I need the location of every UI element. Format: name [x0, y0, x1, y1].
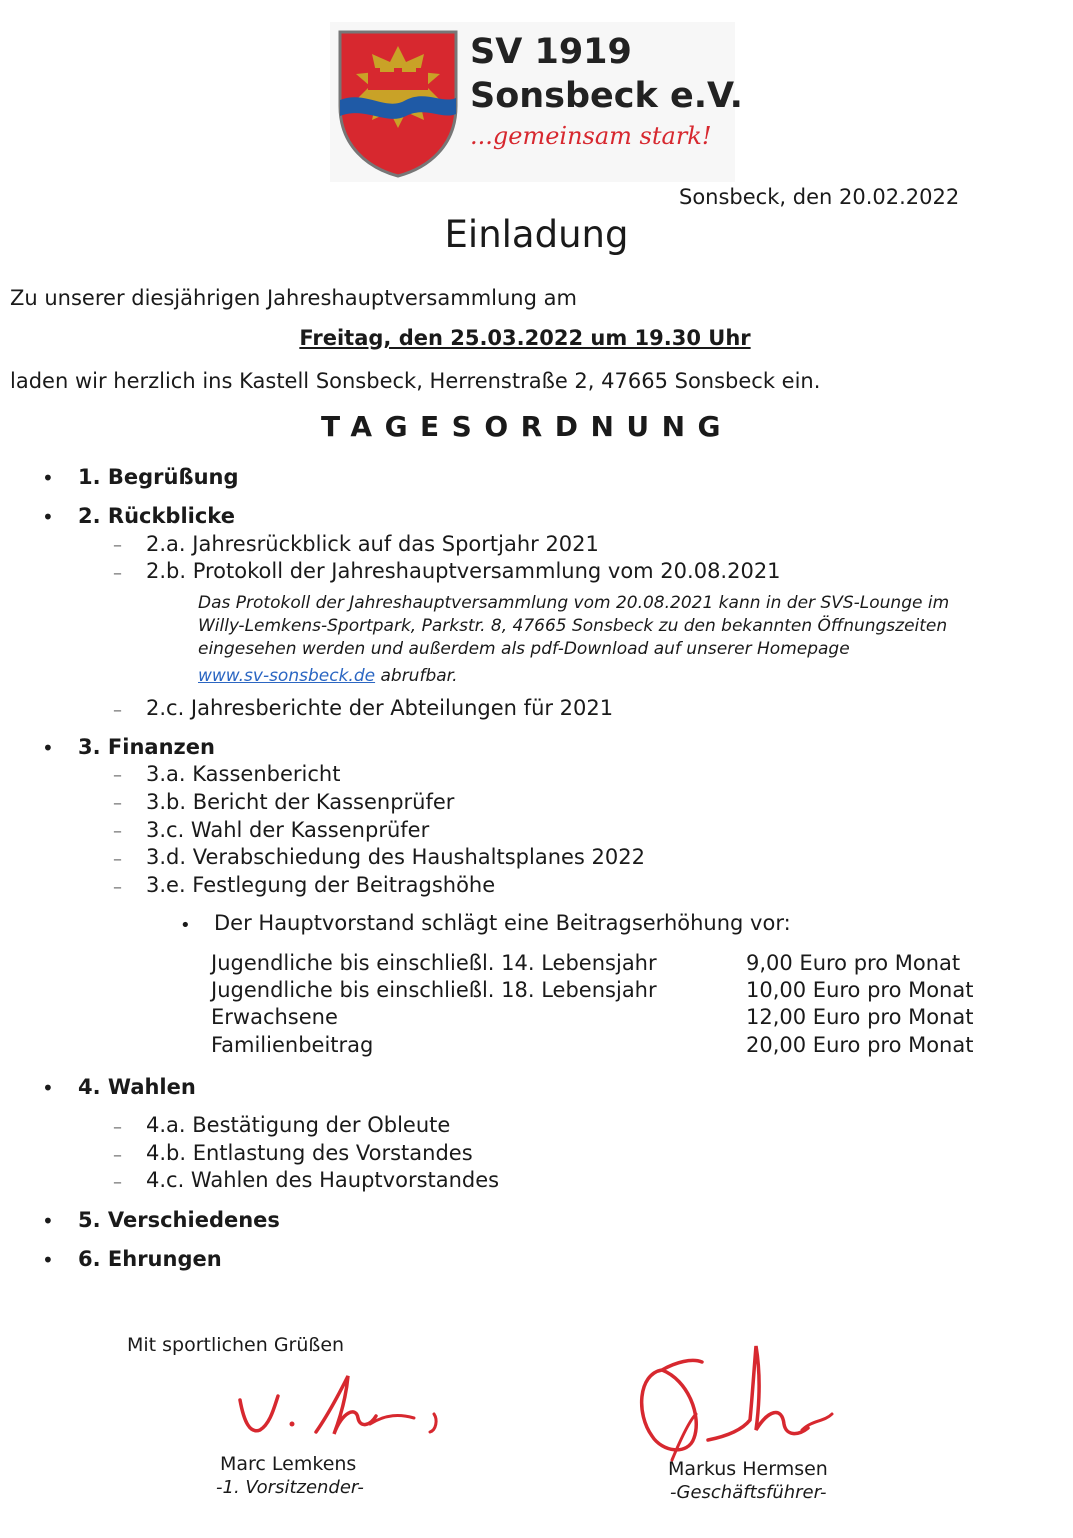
fee-value: 20,00 Euro pro Monat — [746, 1033, 974, 1057]
club-name-line1: SV 1919 — [470, 32, 632, 72]
intro-line-2: laden wir herzlich ins Kastell Sonsbeck, Herrenstraße 2, 47665 Sonsbeck ein. — [10, 369, 821, 393]
fee-value: 10,00 Euro pro Monat — [746, 978, 974, 1002]
agenda-item-2: 2. Rückblicke — [78, 504, 235, 528]
bullet-icon: • — [42, 505, 54, 529]
agenda-item-5: 5. Verschiedenes — [78, 1208, 280, 1232]
dash-icon: – — [113, 1172, 122, 1193]
bullet-icon: • — [42, 1248, 54, 1272]
fee-label: Jugendliche bis einschließl. 18. Lebensjahr — [211, 978, 657, 1002]
signer-1-role: -1. Vorsitzender- — [216, 1477, 364, 1498]
club-name-line2: Sonsbeck e.V. — [470, 76, 743, 116]
agenda-item-4b: 4.b. Entlastung des Vorstandes — [146, 1141, 473, 1165]
protocol-note-tail: abrufbar. — [375, 666, 458, 686]
agenda-item-4c: 4.c. Wahlen des Hauptvorstandes — [146, 1168, 500, 1192]
intro-line-1: Zu unserer diesjährigen Jahreshauptversammlung am — [10, 286, 577, 310]
agenda-item-3c: 3.c. Wahl der Kassenprüfer — [146, 818, 430, 842]
dash-icon: – — [113, 1145, 122, 1166]
dash-icon: – — [113, 1117, 122, 1138]
meeting-datetime: Freitag, den 25.03.2022 um 19.30 Uhr — [299, 326, 751, 350]
fee-label: Erwachsene — [211, 1005, 338, 1029]
fee-value: 12,00 Euro pro Monat — [746, 1005, 974, 1029]
bullet-icon: • — [42, 736, 54, 760]
agenda-item-1: 1. Begrüßung — [78, 465, 239, 489]
dash-icon: – — [113, 849, 122, 870]
letter-date: Sonsbeck, den 20.02.2022 — [679, 185, 960, 209]
agenda-heading: TAGESORDNUNG — [320, 410, 734, 443]
club-logo — [330, 22, 743, 182]
agenda-item-4: 4. Wahlen — [78, 1075, 196, 1099]
signer-1-name: Marc Lemkens — [220, 1453, 357, 1475]
protocol-note-line-3: eingesehen werden und außerdem als pdf-Download auf unserer Homepage — [198, 639, 850, 659]
fee-proposal: Der Hauptvorstand schlägt eine Beitragserhöhung vor: — [214, 911, 791, 935]
page-title: Einladung — [444, 213, 629, 256]
agenda-item-3b: 3.b. Bericht der Kassenprüfer — [146, 790, 455, 814]
protocol-note-line-4 — [198, 665, 457, 687]
club-shield-icon — [336, 28, 460, 178]
dash-icon: – — [113, 821, 122, 842]
agenda-item-2b: 2.b. Protokoll der Jahreshauptversammlung vom 20.08.2021 — [146, 559, 781, 583]
bullet-icon: • — [42, 1076, 54, 1100]
agenda-item-6: 6. Ehrungen — [78, 1247, 222, 1271]
dash-icon: – — [113, 535, 122, 556]
bullet-icon: • — [42, 1209, 54, 1233]
dash-icon: – — [113, 793, 122, 814]
agenda-item-3a: 3.a. Kassenbericht — [146, 762, 341, 786]
signer-2-name: Markus Hermsen — [668, 1458, 828, 1480]
agenda-item-3d: 3.d. Verabschiedung des Haushaltsplanes 2022 — [146, 845, 645, 869]
dash-icon: – — [113, 877, 122, 898]
protocol-note-line-2: Willy-Lemkens-Sportpark, Parkstr. 8, 47665 Sonsbeck zu den bekannten Öffnungszeiten — [198, 616, 948, 636]
fee-value: 9,00 Euro pro Monat — [746, 951, 961, 975]
signature-2-image — [632, 1340, 842, 1470]
homepage-link[interactable]: www.sv-sonsbeck.de — [198, 666, 376, 686]
dash-icon: – — [113, 700, 122, 721]
protocol-note-line-1: Das Protokoll der Jahreshauptversammlung vom 20.08.2021 kann in der SVS-Lounge im — [198, 593, 950, 613]
bullet-icon: • — [42, 466, 54, 490]
agenda-item-3e: 3.e. Festlegung der Beitragshöhe — [146, 873, 496, 897]
closing-greeting: Mit sportlichen Grüßen — [127, 1334, 345, 1356]
agenda-item-3: 3. Finanzen — [78, 735, 215, 759]
agenda-item-2c: 2.c. Jahresberichte der Abteilungen für 2021 — [146, 696, 614, 720]
dash-icon: – — [113, 563, 122, 584]
signer-2-role: -Geschäftsführer- — [670, 1482, 827, 1503]
agenda-item-4a: 4.a. Bestätigung der Obleute — [146, 1113, 451, 1137]
bullet-icon: • — [180, 915, 191, 936]
agenda-item-2a: 2.a. Jahresrückblick auf das Sportjahr 2021 — [146, 532, 599, 556]
dash-icon: – — [113, 765, 122, 786]
fee-label: Jugendliche bis einschließl. 14. Lebensjahr — [211, 951, 657, 975]
signature-1-image — [230, 1372, 460, 1452]
club-slogan: ...gemeinsam stark! — [470, 122, 712, 150]
fee-label: Familienbeitrag — [211, 1033, 374, 1057]
